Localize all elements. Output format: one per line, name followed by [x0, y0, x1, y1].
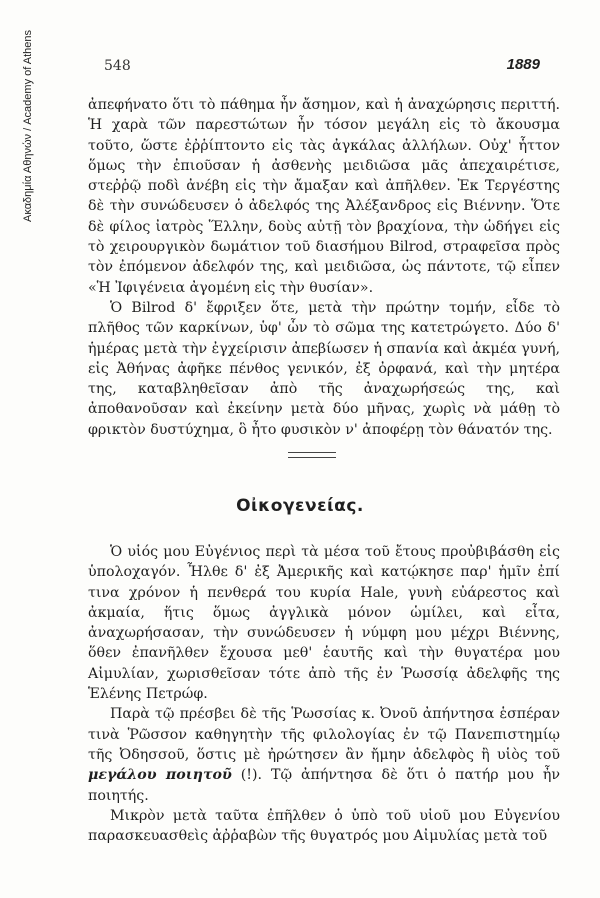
emphasized-phrase: μεγάλου ποιητοῦ [88, 767, 232, 784]
section-divider [288, 452, 336, 458]
paragraph: Ὁ υἱός μου Εὐγένιος περὶ τὰ μέσα τοῦ ἔτους προὐβιβάσθη εἰς ὑπολοχαγόν. Ἦλθε δ' ἐξ Ἀμερικῆς καὶ κατῴκησε παρ' ἡμῖν ἐπί τινα χρόνον ἡ πενθερά του κυρία Hale, γυνὴ εὐάρεστος καὶ ἀκμαία, ἥτις ὅμως ἀγγλικὰ μόνον ὡμίλει, καὶ εἶτα, ἀναχωρήσασαν, τὴν συνώδευσεν ἡ νύμφη μου μέχρι Βιέννης, ὅθεν ἐπανῆλθεν ἔχουσα μεθ' ἑαυτῆς καὶ τὴν θυγατέρα μου Αἰμυλίαν, χωρισθεῖσαν τότε ἀπὸ τῆς ἐν Ῥωσσίᾳ ἀδελφῆς της Ἑλένης Πετρώφ. [88, 544, 560, 703]
paragraph: Ὁ Bilrod δ' ἔφριξεν ὅτε, μετὰ τὴν πρώτην τομήν, εἶδε τὸ πλῆθος τῶν καρκίνων, ὑφ' ὧν τὸ σῶμα της κατετρώγετο. Δύο δ' ἡμέρας μετὰ τὴν ἐγχείρισιν ἀπεβίωσεν ἡ σπανία καὶ ἀκμέα γυνή, εἰς Ἀθήνας ἀφῆκε πένθος γενικόν, ἐξ ὀρφανά, καὶ τὴν μητέρα της, καταβληθεῖσαν ἀπὸ τῆς ἀναχωρήσεώς της, καὶ ἀποθανοῦσαν καὶ ἐκείνην μετὰ δύο μῆνας, χωρὶς νὰ μάθῃ τὸ φρικτὸν δυστύχημα, ὃ ἦτο φυσικὸν ν' ἀποφέρῃ τὸν θάνατόν της. [88, 299, 560, 438]
page-number: 548 [104, 58, 131, 74]
paragraph [88, 704, 560, 805]
section-title: Οἰκογενείας. [236, 496, 364, 516]
archive-side-label: Ακαδημία Αθηνών / Academy of Athens [22, 30, 34, 223]
paragraph-text: (!). Τῷ ἀπήντησα δὲ ὅτι ὁ πατήρ μου ἦν ποιητής. [88, 767, 560, 804]
running-head-year: 1889 [506, 56, 540, 73]
paragraph: ἀπεφήνατο ὅτι τὸ πάθημα ἦν ἄσημον, καὶ ἡ ἀναχώρησις περιττή. Ἡ χαρὰ τῶν παρεστώτων ἦν τόσον μεγάλη εἰς τὸ ἄκουσμα τοῦτο, ὥστε ἐῤῥίπτοντο εἰς τὰς ἀγκάλας ἀλλήλων. Οὐχ' ἧττον ὅμως τὴν ἐπιοῦσαν ἡ ἀσθενὴς μειδιῶσα μᾶς ἀπεχαιρέτισε, στεῤῥῷ ποδὶ ἀνέβη εἰς τὴν ἄμαξαν καὶ ἀπῆλθεν. Ἐκ Τεργέστης δὲ τὴν συνώδευσεν ὁ ἀδελφός της Ἀλέξανδρος εἰς Βιέννην. Ὅτε δὲ φίλος ἰατρὸς Ἕλλην, δοὺς αὐτῇ τὸν βραχίονα, τὴν ὡδήγει εἰς τὸ χειρουργικὸν δωμάτιον τοῦ διασήμου Bilrod, στραφεῖσα πρὸς τὸν ἐπόμενον ἀδελφόν της, καὶ μειδιῶσα, ὡς πάντοτε, τῷ εἶπεν «Ἡ Ἰφιγένεια ἀγομένη εἰς τὴν θυσίαν». [88, 97, 560, 296]
continuation-text [88, 95, 560, 440]
paragraph-text: Παρὰ τῷ πρέσβει δὲ τῆς Ῥωσσίας κ. Ὀνοῦ ἀπήντησα ἑσπέραν τινὰ Ῥῶσσον καθηγητὴν τῆς φιλολογίας ἐν τῷ Πανεπιστημίῳ τῆς Ὀδησσοῦ, ὅστις μὲ ἠρώτησεν ἂν ἤμην ἀδελφὸς ἢ υἱὸς τοῦ [88, 706, 560, 763]
paragraph: Μικρὸν μετὰ ταῦτα ἐπῆλθεν ὁ ὑπὸ τοῦ υἱοῦ μου Εὐγενίου παρασκευασθεὶς ἀῤῥαβὼν τῆς θυγατρός μου Αἰμυλίας μετὰ τοῦ [88, 807, 560, 845]
section-text [88, 542, 560, 846]
